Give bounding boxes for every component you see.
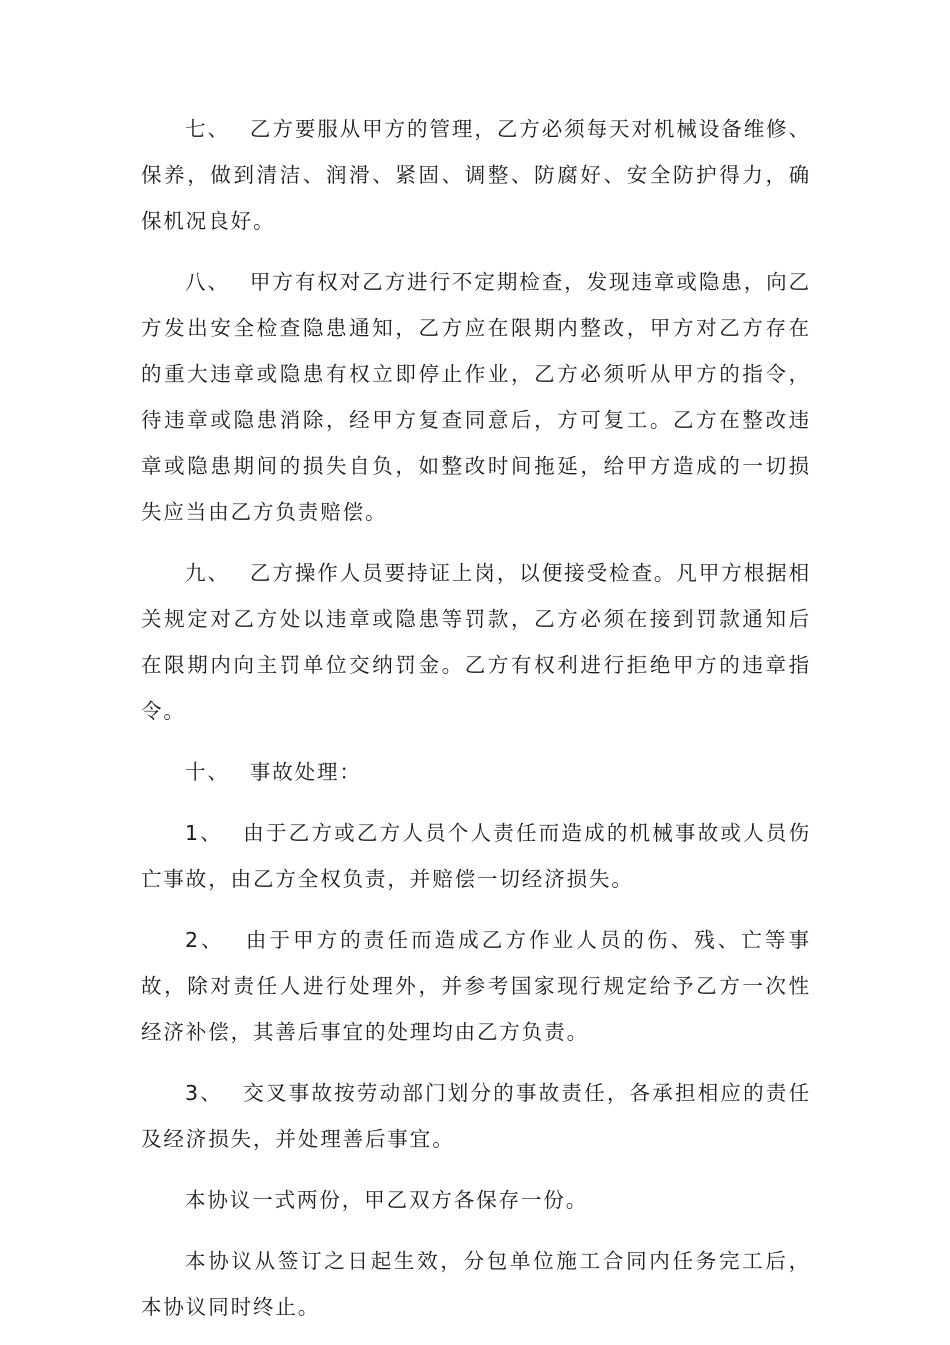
clause-7 — [141, 106, 811, 244]
clause-text: 由于甲方的责任而造成乙方作业人员的伤、残、亡等事故，除对责任人进行处理外，并参考国家现行规定给予乙方一次性经济补偿，其善后事宜的处理均由乙方负责。 — [141, 928, 811, 1044]
sub-clause-3 — [141, 1070, 811, 1162]
effectiveness-statement — [141, 1238, 811, 1330]
clause-9 — [141, 550, 811, 734]
clause-number: 3、 — [185, 1081, 223, 1105]
paragraph-text: 本协议一式两份，甲乙双方各保存一份。 — [185, 1188, 589, 1212]
clause-8 — [141, 259, 811, 535]
paragraph-text: 本协议从签订之日起生效，分包单位施工合同内任务完工后，本协议同时终止。 — [141, 1249, 811, 1319]
clause-text: 交叉事故按劳动部门划分的事故责任，各承担相应的责任及经济损失，并处理善后事宜。 — [141, 1081, 811, 1151]
clause-text: 乙方操作人员要持证上岗，以便接受检查。凡甲方根据相关规定对乙方处以违章或隐患等罚款，乙方必须在接到罚款通知后在限期内向主罚单位交纳罚金。乙方有权利进行拒绝甲方的违章指令。 — [141, 561, 811, 723]
clause-text: 乙方要服从甲方的管理，乙方必须每天对机械设备维修、保养，做到清洁、润滑、紧固、调整、防腐好、安全防护得力，确保机况良好。 — [141, 117, 811, 233]
clause-number: 2、 — [185, 928, 225, 952]
clause-number: 八、 — [185, 270, 230, 294]
clause-text: 事故处理： — [249, 760, 362, 784]
sub-clause-2 — [141, 917, 811, 1055]
document-body — [141, 106, 811, 1345]
clause-number: 1、 — [185, 821, 223, 845]
sub-clause-1 — [141, 810, 811, 902]
copies-statement — [141, 1177, 811, 1223]
clause-number: 十、 — [185, 760, 230, 784]
clause-10 — [141, 749, 811, 795]
clause-number: 七、 — [185, 117, 230, 141]
clause-text: 由于乙方或乙方人员个人责任而造成的机械事故或人员伤亡事故，由乙方全权负责，并赔偿一切经济损失。 — [141, 821, 811, 891]
clause-number: 九、 — [185, 561, 230, 585]
clause-text: 甲方有权对乙方进行不定期检查，发现违章或隐患，向乙方发出安全检查隐患通知，乙方应在限期内整改，甲方对乙方存在的重大违章或隐患有权立即停止作业，乙方必须听从甲方的指令，待违章或隐患消除，经甲方复查同意后，方可复工。乙方在整改违章或隐患期间的损失自负，如整改时间拖延，给甲方造成的一切损失应当由乙方负责赔偿。 — [141, 270, 811, 524]
